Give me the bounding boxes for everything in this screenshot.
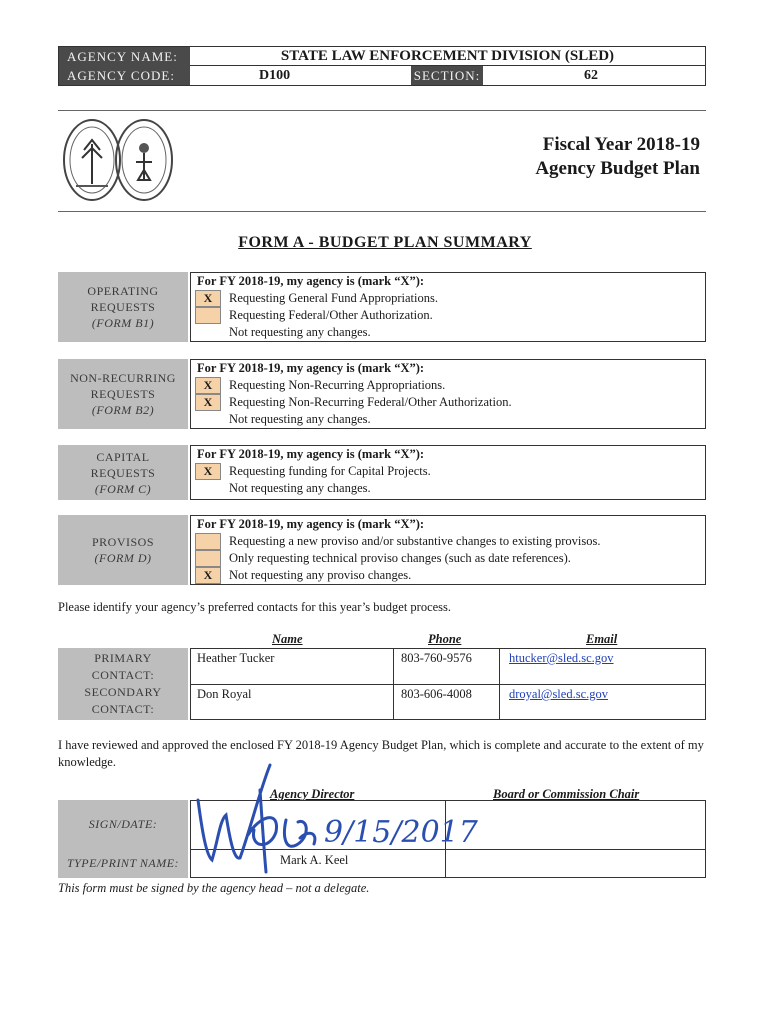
contacts-intro: Please identify your agency’s preferred contacts for this year’s budget process. xyxy=(58,600,452,614)
provisos-option xyxy=(191,533,705,550)
mark-box[interactable]: X xyxy=(195,290,221,307)
secondary-contact-row xyxy=(191,685,705,721)
contact-label-line: CONTACT: xyxy=(91,668,155,682)
mark-box[interactable]: X xyxy=(195,394,221,411)
option-text: Not requesting any changes. xyxy=(229,481,371,495)
operating-option xyxy=(191,307,705,324)
operating-question: For FY 2018-19, my agency is (mark “X”): xyxy=(197,274,425,288)
mark-box[interactable] xyxy=(195,307,221,324)
capital-requests-box xyxy=(190,445,706,500)
option-text: Not requesting any changes. xyxy=(229,412,371,426)
operating-label-line: REQUESTS xyxy=(90,300,156,314)
print-name-label-text: TYPE/PRINT NAME: xyxy=(66,856,180,870)
contact-label-line: SECONDARY xyxy=(84,685,162,699)
operating-option xyxy=(191,324,705,341)
capital-label-line: CAPITAL xyxy=(96,449,150,464)
approval-statement: I have reviewed and approved the enclosed FY 2018-19 Agency Budget Plan, which is complete and accurate to the extent of my knowledge. xyxy=(58,738,704,769)
nonrecurring-option xyxy=(191,377,705,394)
secondary-contact-email[interactable]: droyal@sled.sc.gov xyxy=(509,687,608,701)
operating-option xyxy=(191,290,705,307)
budget-plan-title: Agency Budget Plan xyxy=(535,158,700,179)
sign-date-label xyxy=(58,800,188,848)
option-text: Not requesting any changes. xyxy=(229,325,371,339)
mark-box[interactable]: X xyxy=(195,463,221,480)
divider-top xyxy=(58,110,706,111)
section-number: 62 xyxy=(584,68,598,83)
nonrecurring-label xyxy=(58,359,188,429)
nonrecurring-option xyxy=(191,394,705,411)
agency-code: D100 xyxy=(259,68,291,83)
mark-box[interactable] xyxy=(195,533,221,550)
option-text: Requesting General Fund Appropriations. xyxy=(229,291,438,305)
mark-box[interactable] xyxy=(195,411,221,428)
capital-label-line: (FORM C) xyxy=(94,481,152,496)
mark-box[interactable]: X xyxy=(195,377,221,394)
operating-label-line: (FORM B1) xyxy=(91,316,155,330)
operating-label-line: OPERATING xyxy=(87,284,159,298)
form-title: FORM A - BUDGET PLAN SUMMARY xyxy=(238,234,532,251)
primary-contact-row xyxy=(191,649,705,685)
agency-director-header: Agency Director xyxy=(270,787,355,801)
provisos-label-line: PROVISOS xyxy=(91,535,155,549)
secondary-contact-phone: 803-606-4008 xyxy=(401,687,472,701)
section-label: SECTION: xyxy=(411,66,483,85)
option-text: Requesting funding for Capital Projects. xyxy=(229,464,431,478)
capital-option xyxy=(191,463,705,480)
board-chair-header: Board or Commission Chair xyxy=(493,787,640,801)
primary-contact-email[interactable]: htucker@sled.sc.gov xyxy=(509,651,614,665)
provisos-option xyxy=(191,550,705,567)
provisos-label xyxy=(58,515,188,585)
fiscal-title xyxy=(440,133,700,181)
agency-code-label: AGENCY CODE: xyxy=(59,66,190,85)
email-column-header: Email xyxy=(586,632,618,646)
nonrecurring-label-line: NON-RECURRING xyxy=(70,371,176,385)
operating-requests-box xyxy=(190,272,706,342)
option-text: Requesting a new proviso and/or substantive changes to existing provisos. xyxy=(229,534,601,548)
capital-label xyxy=(58,445,188,500)
divider-bottom xyxy=(58,211,706,212)
provisos-question: For FY 2018-19, my agency is (mark “X”): xyxy=(197,517,425,531)
mark-box[interactable] xyxy=(195,480,221,497)
handwritten-signature xyxy=(190,760,478,880)
contact-label-line: PRIMARY xyxy=(94,651,152,665)
phone-column-header: Phone xyxy=(428,632,462,646)
secondary-contact-name: Don Royal xyxy=(197,687,252,701)
svg-text:9/15/2017: 9/15/2017 xyxy=(324,815,478,850)
mark-box[interactable]: X xyxy=(195,567,221,584)
footnote: This form must be signed by the agency head – not a delegate. xyxy=(58,881,370,895)
option-text: Requesting Federal/Other Authorization. xyxy=(229,308,433,322)
provisos-option xyxy=(191,567,705,584)
primary-contact-phone: 803-760-9576 xyxy=(401,651,472,665)
nonrecurring-question: For FY 2018-19, my agency is (mark “X”): xyxy=(197,361,425,375)
provisos-box xyxy=(190,515,706,585)
fiscal-year-title: Fiscal Year 2018-19 xyxy=(542,134,700,155)
provisos-label-line: (FORM D) xyxy=(94,551,152,565)
option-text: Requesting Non-Recurring Appropriations. xyxy=(229,378,446,392)
option-text: Not requesting any proviso changes. xyxy=(229,568,412,582)
operating-label xyxy=(58,272,188,342)
contacts-label xyxy=(58,648,188,720)
state-seal-icon xyxy=(62,114,174,206)
nonrecurring-requests-box xyxy=(190,359,706,429)
agency-name-label: AGENCY NAME: xyxy=(59,47,190,66)
mark-box[interactable] xyxy=(195,324,221,341)
name-column-header: Name xyxy=(272,632,303,646)
capital-question: For FY 2018-19, my agency is (mark “X”): xyxy=(197,447,425,461)
sign-date-label-text: SIGN/DATE: xyxy=(88,817,158,831)
nonrecurring-option xyxy=(191,411,705,428)
nonrecurring-label-line: (FORM B2) xyxy=(91,403,155,417)
nonrecurring-label-line: REQUESTS xyxy=(90,387,156,401)
capital-option xyxy=(191,480,705,497)
capital-label-line: REQUESTS xyxy=(90,465,156,480)
option-text: Requesting Non-Recurring Federal/Other Authorization. xyxy=(229,395,512,409)
print-name-label xyxy=(58,848,188,878)
agency-header xyxy=(58,46,706,86)
option-text: Only requesting technical proviso changes (such as date references). xyxy=(229,551,571,565)
contacts-table xyxy=(190,648,706,720)
mark-box[interactable] xyxy=(195,550,221,567)
primary-contact-name: Heather Tucker xyxy=(197,651,275,665)
agency-name: STATE LAW ENFORCEMENT DIVISION (SLED) xyxy=(190,47,705,66)
contact-label-line: CONTACT: xyxy=(91,702,155,716)
director-printed-name: Mark A. Keel xyxy=(280,853,349,867)
